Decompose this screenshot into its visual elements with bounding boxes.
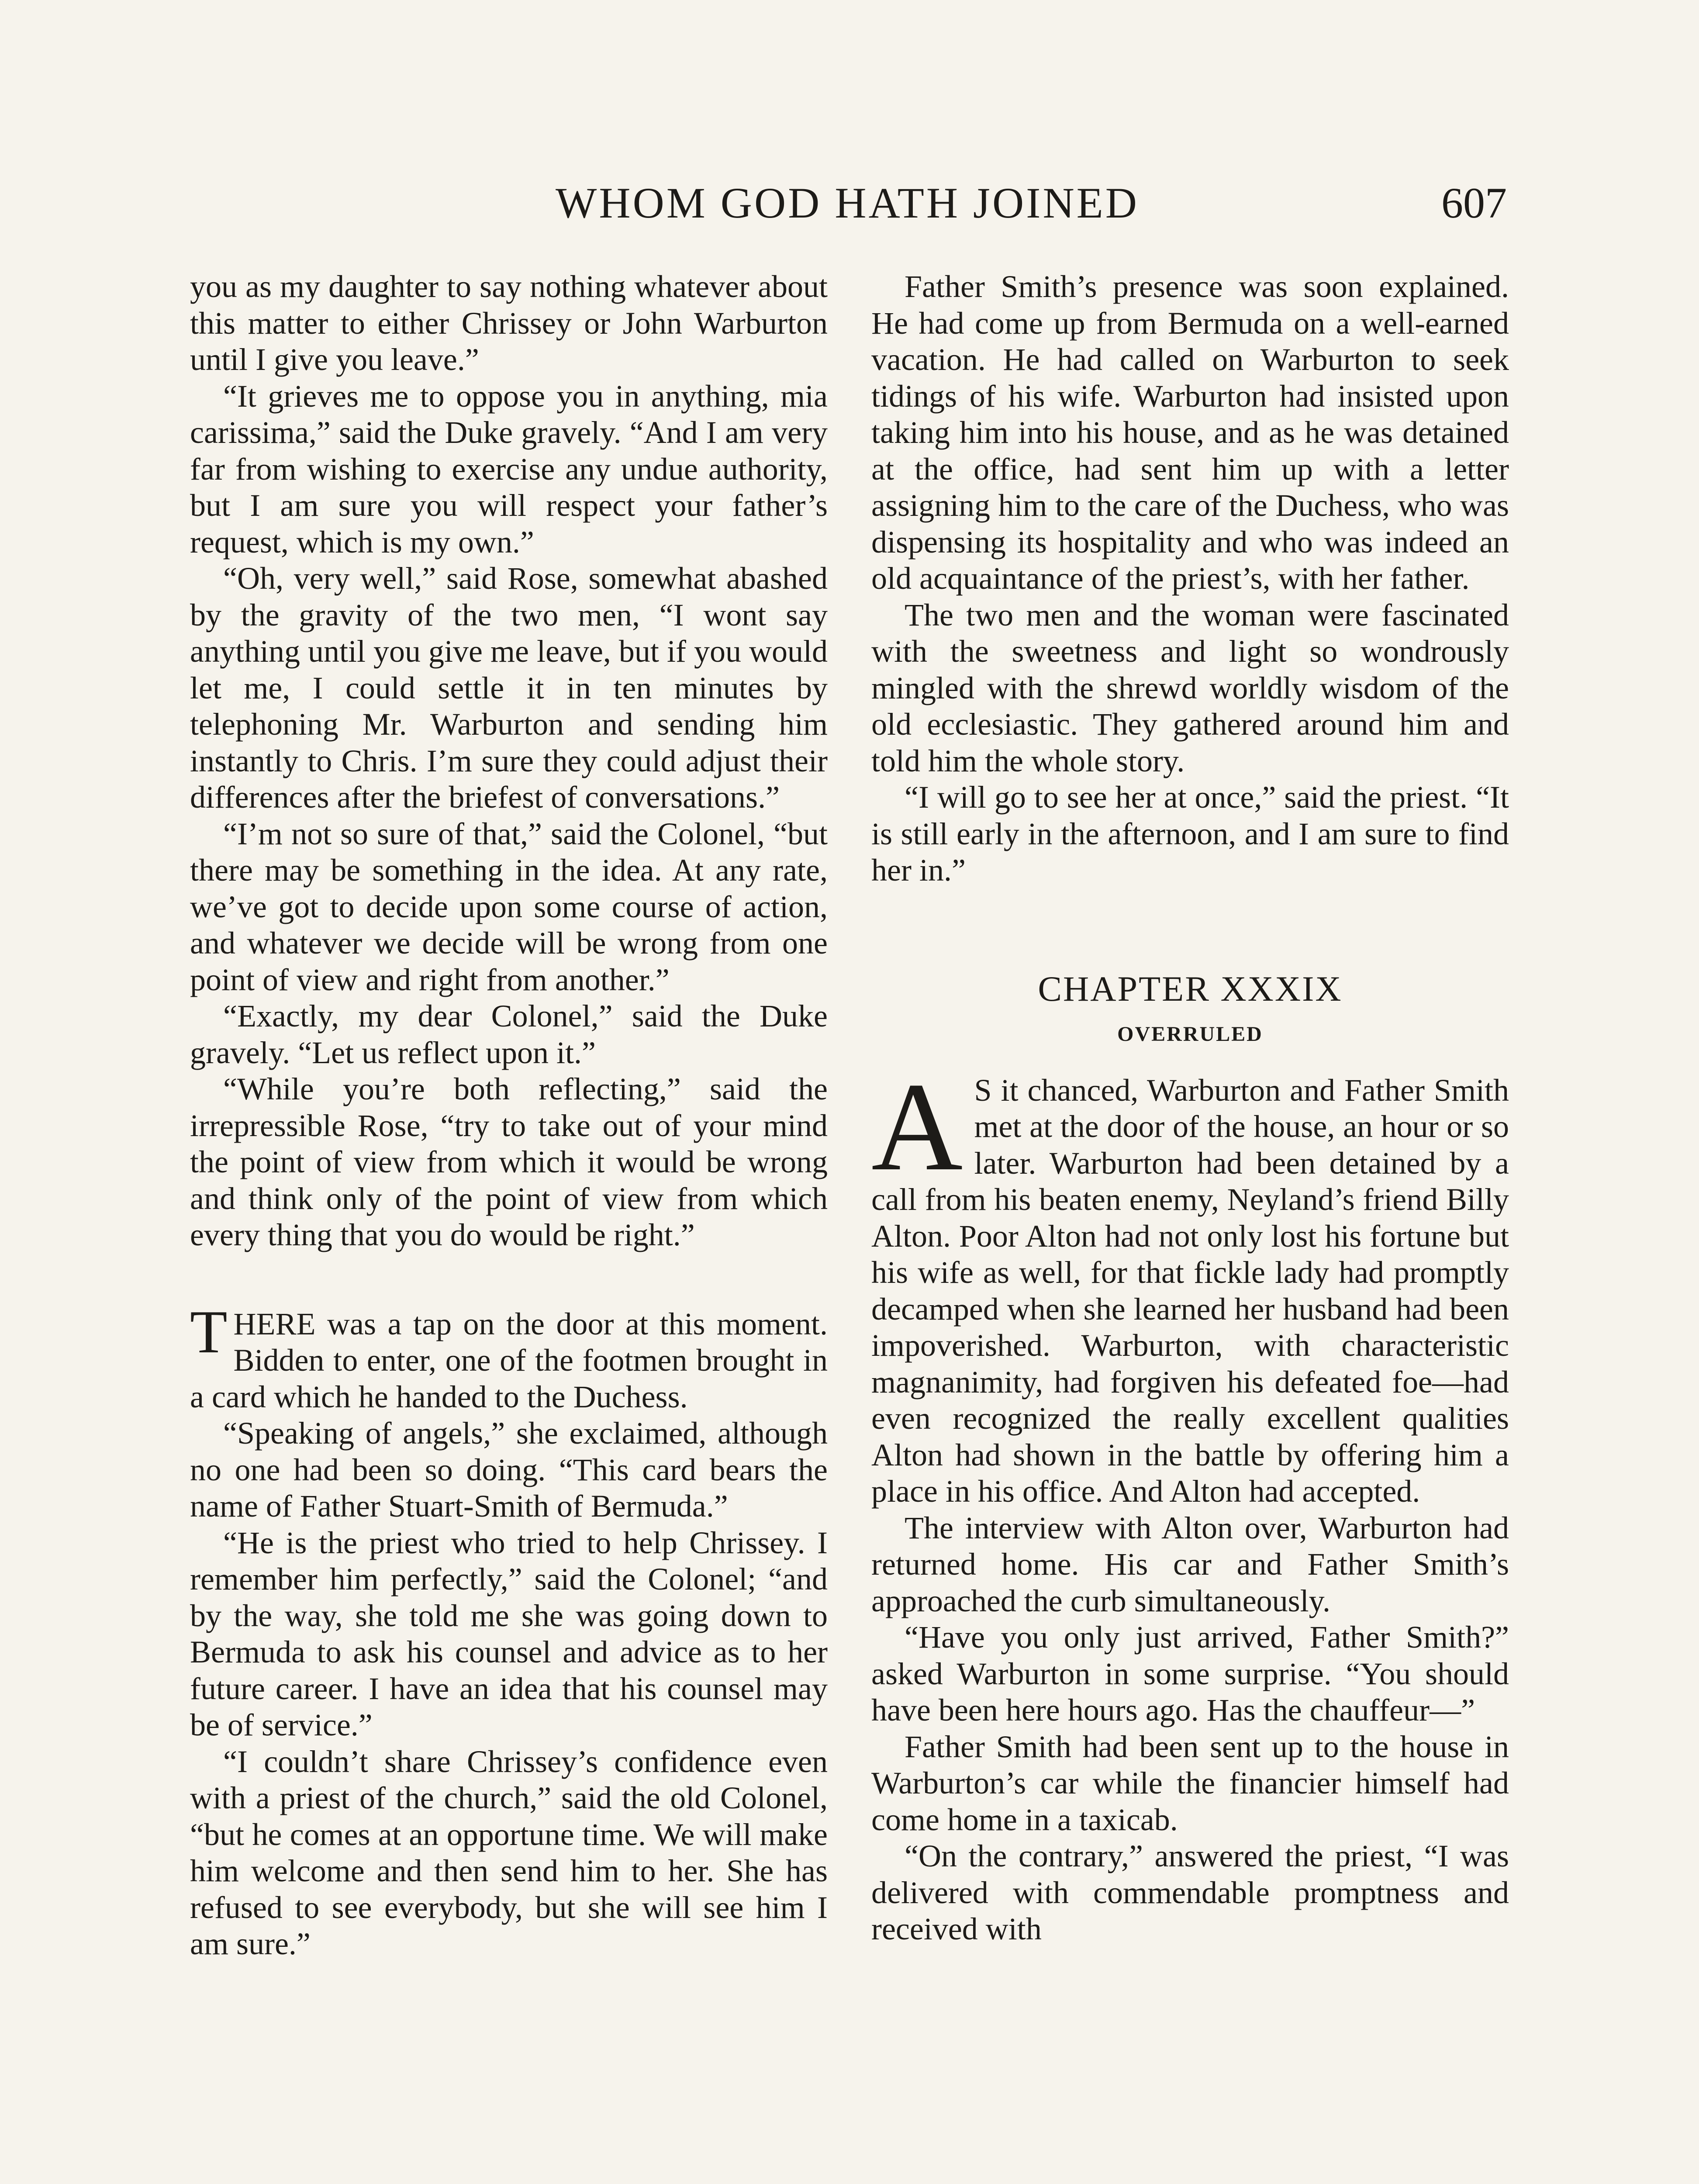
paragraph: The two men and the woman were fascinated with the sweetness and light so wondrously mingled with the shrewd worldly wisdom of the old ecclesiastic. They gathered around him and told him the whole story. — [871, 597, 1509, 778]
paragraph: “Speaking of angels,” she exclaimed, although no one had been so doing. “This card bears the name of Father Stuart-Smith of Bermuda.” — [190, 1416, 828, 1524]
drop-cap: A — [871, 1056, 963, 1197]
paragraph: “I couldn’t share Chrissey’s confidence even with a priest of the church,” said the old Colonel, “but he comes at an opportune time. We will make him welcome and then send him to her. She has refused to see everybody, but she will see him I am sure.” — [190, 1744, 828, 1961]
paragraph: you as my daughter to say nothing whatever about this matter to either Chrissey or John Warburton until I give you leave.” — [190, 269, 828, 377]
initial-capital: T — [190, 1298, 228, 1366]
paragraph-text: S it chanced, Warburton and Father Smith met at the door of the house, an hour or so later. Warburton had been detained by a call from his beaten enemy, Neyland’s friend Billy Alton. Poor Alton had not only lost his fortune but his wife as well, for that fickle lady had promptly decamped when she learned her husband had been impoverished. Warburton, with characteristic magnanimity, had forgiven his defeated foe—had even recognized the really excellent qualities Alton had shown in the battle by offering him a place in his office. And Alton had accepted. — [871, 1072, 1509, 1509]
paragraph: “On the contrary,” answered the priest, “I was delivered with commendable promptness and received with — [871, 1838, 1509, 1946]
section-break-paragraph — [190, 1298, 828, 1416]
running-head: WHOM GOD HATH JOINED — [556, 179, 1139, 227]
paragraph-text: HERE was a tap on the door at this moment. Bidden to enter, one of the footmen brought in a card which he handed to the Duchess. — [190, 1306, 828, 1414]
page-number: 607 — [1441, 179, 1507, 227]
page-header — [188, 170, 1507, 236]
left-column — [190, 269, 828, 1963]
paragraph: Father Smith’s presence was soon explained. He had come up from Bermuda on a well-earned vacation. He had called on Warburton to seek tidings of his wife. Warburton had insisted upon taking him into his house, and as he was detained at the office, had sent him up with a letter assigning him to the care of the Duchess, who was dispensing its hospitality and who was indeed an old acquaintance of the priest’s, with her father. — [871, 269, 1509, 596]
chapter-opening-paragraph — [871, 1056, 1509, 1510]
paragraph: “I will go to see her at once,” said the priest. “It is still early in the afternoon, and I am sure to find her in.” — [871, 780, 1509, 888]
chapter-number: CHAPTER XXXIX — [1038, 968, 1343, 1009]
chapter-heading — [871, 966, 1509, 1055]
paragraph: “Exactly, my dear Colonel,” said the Duke gravely. “Let us reflect upon it.” — [190, 999, 828, 1070]
paragraph: “Oh, very well,” said Rose, somewhat abashed by the gravity of the two men, “I wont say anything until you give me leave, but if you would let me, I could settle it in ten minutes by telephoning Mr. Warburton and sending him instantly to Chris. I’m sure they could adjust their differences after the briefest of conversations.” — [190, 561, 828, 815]
paragraph: The interview with Alton over, Warburton had returned home. His car and Father Smith’s approached the curb simultaneously. — [871, 1510, 1509, 1618]
paragraph: “He is the priest who tried to help Chrissey. I remember him perfectly,” said the Colonel; “and by the way, she told me she was going down to Bermuda to ask his counsel and advice as to her future career. I have an idea that his counsel may be of service.” — [190, 1525, 828, 1742]
chapter-title: OVERRULED — [1117, 1022, 1263, 1046]
paragraph: “It grieves me to oppose you in anything, mia carissima,” said the Duke gravely. “And I am very far from wishing to exercise any undue authority, but I am sure you will respect your father’s request, which is my own.” — [190, 378, 828, 560]
paragraph: “Have you only just arrived, Father Smith?” asked Warburton in some surprise. “You should have been here hours ago. Has the chauffeur—” — [871, 1620, 1509, 1728]
paragraph: “While you’re both reflecting,” said the irrepressible Rose, “try to take out of your mind the point of view from which it would be wrong and think only of the point of view from which every thing that you do would be right.” — [190, 1071, 828, 1252]
paragraph: Father Smith had been sent up to the house in Warburton’s car while the financier himself had come home in a taxicab. — [871, 1729, 1509, 1837]
paragraph: “I’m not so sure of that,” said the Colonel, “but there may be something in the idea. At any rate, we’ve got to decide upon some course of action, and whatever we decide will be wrong from one point of view and right from another.” — [190, 816, 828, 997]
right-column — [871, 269, 1509, 1948]
